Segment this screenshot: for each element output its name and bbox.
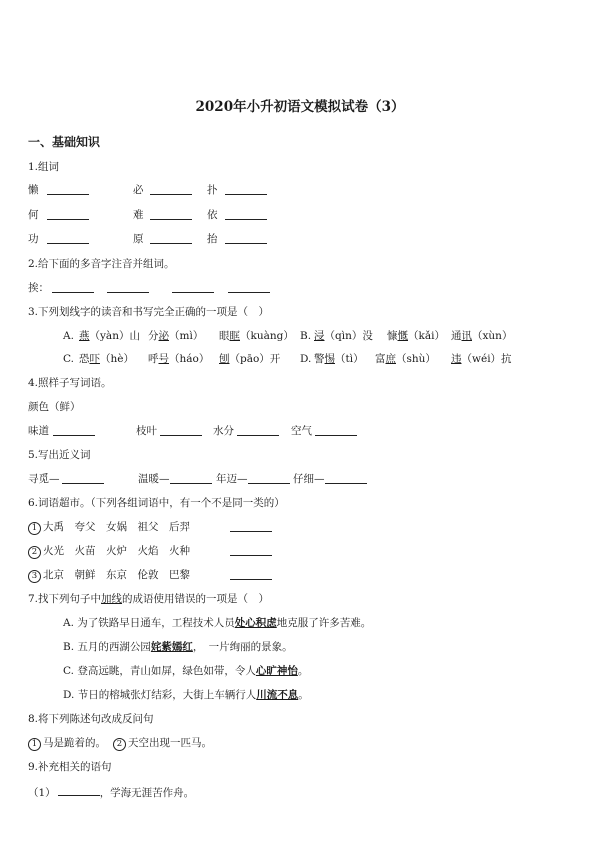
q3-heading: 3.下列划线字的读音和书写完全正确的一项是（ ） bbox=[28, 306, 270, 318]
q6-row: 2 火光 火苗 火炉 火焰 火种 bbox=[28, 544, 190, 559]
page-title: 2020年小升初语文模拟试卷（3） bbox=[195, 99, 405, 115]
answer-blank[interactable] bbox=[315, 424, 357, 436]
q8-heading: 8.将下列陈述句改成反问句 bbox=[28, 713, 154, 725]
answer-blank[interactable] bbox=[160, 424, 202, 436]
q1-char: 难 bbox=[133, 209, 144, 221]
answer-blank[interactable] bbox=[225, 232, 267, 244]
answer-blank[interactable] bbox=[52, 281, 94, 293]
section-heading: 一、基础知识 bbox=[28, 135, 101, 149]
answer-blank[interactable] bbox=[230, 544, 272, 556]
q5-item: 寻觅— bbox=[28, 473, 60, 485]
q2-heading: 2.给下面的多音字注音并组词。 bbox=[28, 258, 175, 270]
circled-number: 1 bbox=[28, 522, 41, 535]
q1-char: 扑 bbox=[207, 184, 218, 196]
answer-blank[interactable] bbox=[170, 472, 212, 484]
q8-sentences: 1 马是跪着的。 2 天空出现一匹马。 bbox=[28, 736, 212, 751]
q2-char: 挨： bbox=[28, 282, 49, 294]
q6-row: 1 大禹 夸父 女娲 祖父 后羿 bbox=[28, 520, 190, 535]
q5-item: 年迈— bbox=[216, 473, 248, 485]
answer-blank[interactable] bbox=[230, 520, 272, 532]
answer-blank[interactable] bbox=[225, 183, 267, 195]
q5-item: 仔细— bbox=[293, 473, 325, 485]
answer-blank[interactable] bbox=[47, 232, 89, 244]
answer-blank[interactable] bbox=[47, 183, 89, 195]
answer-blank[interactable] bbox=[172, 281, 214, 293]
answer-blank[interactable] bbox=[325, 472, 367, 484]
q7-option-b[interactable]: B. 五月的西湖公园姹紫嫣红， 一片绚丽的景象。 bbox=[63, 641, 293, 653]
q5-heading: 5.写出近义词 bbox=[28, 449, 91, 461]
q7-option-d[interactable]: D. 节日的榕城张灯结彩，大街上车辆行人川流不息。 bbox=[63, 689, 309, 701]
q1-char: 功 bbox=[28, 233, 39, 245]
answer-blank[interactable] bbox=[225, 208, 267, 220]
answer-blank[interactable] bbox=[107, 281, 149, 293]
q4-item: 枝叶 bbox=[136, 425, 157, 437]
answer-blank[interactable] bbox=[230, 568, 272, 580]
q7-option-c[interactable]: C. 登高远眺，青山如屏，绿色如带，令人心旷神怡。 bbox=[63, 665, 309, 677]
q1-char: 依 bbox=[207, 209, 218, 221]
circled-number: 3 bbox=[28, 570, 41, 583]
q7-option-a[interactable]: A. 为了铁路早日通车，工程技术人员处心积虑地克服了许多苦难。 bbox=[63, 617, 372, 629]
answer-blank[interactable] bbox=[53, 424, 95, 436]
answer-blank[interactable] bbox=[150, 183, 192, 195]
q1-char: 懒 bbox=[28, 184, 39, 196]
answer-blank[interactable] bbox=[150, 208, 192, 220]
q1-heading: 1.组词 bbox=[28, 161, 60, 173]
q9-item: （1） ，学海无涯苦作舟。 bbox=[28, 784, 194, 800]
q4-heading: 4.照样子写词语。 bbox=[28, 377, 112, 389]
q1-char: 何 bbox=[28, 209, 39, 221]
q4-item: 水分 bbox=[213, 425, 234, 437]
answer-blank[interactable] bbox=[150, 232, 192, 244]
circled-number: 2 bbox=[28, 546, 41, 559]
q4-item: 味道 bbox=[28, 425, 49, 437]
answer-blank[interactable] bbox=[47, 208, 89, 220]
q1-char: 必 bbox=[133, 184, 144, 196]
q5-item: 温暖— bbox=[138, 473, 170, 485]
q7-heading: 7.找下列句子中加线的成语使用错误的一项是（ ） bbox=[28, 593, 270, 605]
answer-blank[interactable] bbox=[237, 424, 279, 436]
answer-blank[interactable] bbox=[58, 784, 100, 796]
circled-number: 1 bbox=[28, 738, 41, 751]
answer-blank[interactable] bbox=[228, 281, 270, 293]
circled-number: 2 bbox=[113, 738, 126, 751]
q1-char: 原 bbox=[133, 233, 144, 245]
answer-blank[interactable] bbox=[62, 472, 104, 484]
answer-blank[interactable] bbox=[248, 472, 290, 484]
q9-heading: 9.补充相关的语句 bbox=[28, 761, 112, 773]
q1-char: 抬 bbox=[207, 233, 218, 245]
q6-row: 3 北京 朝鲜 东京 伦敦 巴黎 bbox=[28, 568, 190, 583]
q6-heading: 6.词语超市。（下列各组词语中，有一个不是同一类的） bbox=[28, 497, 285, 509]
q4-example: 颜色（鲜） bbox=[28, 401, 81, 413]
q4-item: 空气 bbox=[291, 425, 312, 437]
